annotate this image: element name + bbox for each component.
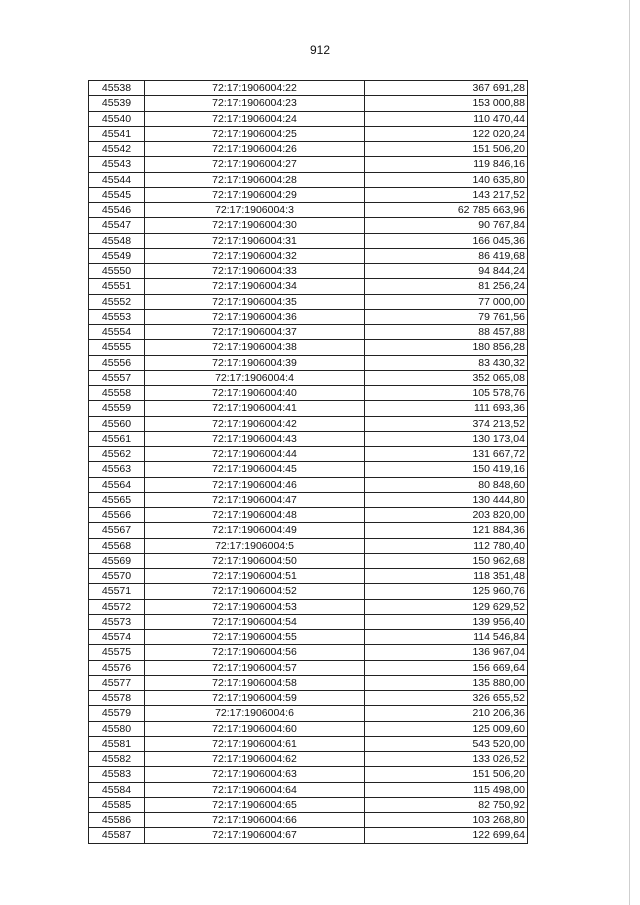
cadastral-number-cell: 72:17:1906004:55	[145, 630, 365, 645]
table-row	[89, 340, 528, 355]
cadastral-number-cell: 72:17:1906004:66	[145, 813, 365, 828]
row-number-cell: 45571	[89, 584, 145, 599]
table-row	[89, 538, 528, 553]
table-row	[89, 172, 528, 187]
row-number-cell: 45548	[89, 233, 145, 248]
cadastral-number-cell: 72:17:1906004:44	[145, 447, 365, 462]
table-row	[89, 431, 528, 446]
cadastral-value-cell: 151 506,20	[365, 767, 528, 782]
cadastral-number-cell: 72:17:1906004:47	[145, 492, 365, 507]
row-number-cell: 45572	[89, 599, 145, 614]
table-row	[89, 813, 528, 828]
cadastral-value-cell: 103 268,80	[365, 813, 528, 828]
table-row	[89, 492, 528, 507]
cadastral-number-cell: 72:17:1906004:65	[145, 797, 365, 812]
row-number-cell: 45580	[89, 721, 145, 736]
row-number-cell: 45584	[89, 782, 145, 797]
cadastral-value-cell: 118 351,48	[365, 569, 528, 584]
row-number-cell: 45551	[89, 279, 145, 294]
row-number-cell: 45555	[89, 340, 145, 355]
table-row	[89, 401, 528, 416]
cadastral-number-cell: 72:17:1906004:23	[145, 96, 365, 111]
table-row	[89, 462, 528, 477]
table-row	[89, 645, 528, 660]
row-number-cell: 45581	[89, 736, 145, 751]
table-row	[89, 706, 528, 721]
cadastral-number-cell: 72:17:1906004:49	[145, 523, 365, 538]
cadastral-value-cell: 130 444,80	[365, 492, 528, 507]
cadastral-value-cell: 156 669,64	[365, 660, 528, 675]
cadastral-number-cell: 72:17:1906004:57	[145, 660, 365, 675]
cadastral-value-cell: 125 960,76	[365, 584, 528, 599]
cadastral-value-cell: 110 470,44	[365, 111, 528, 126]
cadastral-value-cell: 135 880,00	[365, 675, 528, 690]
cadastral-number-cell: 72:17:1906004:3	[145, 203, 365, 218]
row-number-cell: 45569	[89, 553, 145, 568]
table-row	[89, 264, 528, 279]
cadastral-value-cell: 153 000,88	[365, 96, 528, 111]
cadastral-number-cell: 72:17:1906004:52	[145, 584, 365, 599]
row-number-cell: 45556	[89, 355, 145, 370]
cadastral-number-cell: 72:17:1906004:59	[145, 691, 365, 706]
cadastral-value-cell: 86 419,68	[365, 248, 528, 263]
cadastral-number-cell: 72:17:1906004:53	[145, 599, 365, 614]
cadastral-number-cell: 72:17:1906004:51	[145, 569, 365, 584]
table-row	[89, 660, 528, 675]
cadastral-number-cell: 72:17:1906004:33	[145, 264, 365, 279]
cadastral-number-cell: 72:17:1906004:6	[145, 706, 365, 721]
cadastral-value-cell: 133 026,52	[365, 752, 528, 767]
table-row	[89, 782, 528, 797]
row-number-cell: 45563	[89, 462, 145, 477]
cadastral-number-cell: 72:17:1906004:25	[145, 126, 365, 141]
cadastral-number-cell: 72:17:1906004:60	[145, 721, 365, 736]
cadastral-number-cell: 72:17:1906004:36	[145, 309, 365, 324]
row-number-cell: 45559	[89, 401, 145, 416]
cadastral-value-cell: 203 820,00	[365, 508, 528, 523]
table-row	[89, 81, 528, 96]
cadastral-number-cell: 72:17:1906004:29	[145, 187, 365, 202]
cadastral-number-cell: 72:17:1906004:56	[145, 645, 365, 660]
cadastral-number-cell: 72:17:1906004:34	[145, 279, 365, 294]
cadastral-value-cell: 88 457,88	[365, 325, 528, 340]
cadastral-number-cell: 72:17:1906004:54	[145, 614, 365, 629]
table-row	[89, 126, 528, 141]
scan-edge-line	[629, 0, 630, 905]
cadastral-value-cell: 131 667,72	[365, 447, 528, 462]
cadastral-value-cell: 79 761,56	[365, 309, 528, 324]
cadastral-number-cell: 72:17:1906004:28	[145, 172, 365, 187]
cadastral-number-cell: 72:17:1906004:4	[145, 370, 365, 385]
table-body	[89, 81, 528, 844]
row-number-cell: 45565	[89, 492, 145, 507]
cadastral-number-cell: 72:17:1906004:40	[145, 386, 365, 401]
cadastral-number-cell: 72:17:1906004:31	[145, 233, 365, 248]
row-number-cell: 45541	[89, 126, 145, 141]
row-number-cell: 45562	[89, 447, 145, 462]
cadastral-value-cell: 129 629,52	[365, 599, 528, 614]
table-row	[89, 96, 528, 111]
cadastral-number-cell: 72:17:1906004:46	[145, 477, 365, 492]
table-row	[89, 767, 528, 782]
cadastral-number-cell: 72:17:1906004:50	[145, 553, 365, 568]
table-row	[89, 721, 528, 736]
table-row	[89, 325, 528, 340]
row-number-cell: 45561	[89, 431, 145, 446]
cadastral-value-cell: 111 693,36	[365, 401, 528, 416]
cadastral-number-cell: 72:17:1906004:26	[145, 142, 365, 157]
cadastral-value-cell: 150 962,68	[365, 553, 528, 568]
row-number-cell: 45540	[89, 111, 145, 126]
cadastral-value-cell: 143 217,52	[365, 187, 528, 202]
row-number-cell: 45557	[89, 370, 145, 385]
row-number-cell: 45582	[89, 752, 145, 767]
table-row	[89, 523, 528, 538]
table-row	[89, 386, 528, 401]
table-row	[89, 553, 528, 568]
table-row	[89, 797, 528, 812]
row-number-cell: 45553	[89, 309, 145, 324]
cadastral-number-cell: 72:17:1906004:37	[145, 325, 365, 340]
cadastral-value-cell: 112 780,40	[365, 538, 528, 553]
cadastral-value-cell: 122 699,64	[365, 828, 528, 843]
table-row	[89, 142, 528, 157]
table-row	[89, 599, 528, 614]
row-number-cell: 45567	[89, 523, 145, 538]
table-row	[89, 279, 528, 294]
cadastral-value-cell: 326 655,52	[365, 691, 528, 706]
row-number-cell: 45585	[89, 797, 145, 812]
table-row	[89, 218, 528, 233]
row-number-cell: 45544	[89, 172, 145, 187]
table-row	[89, 233, 528, 248]
cadastral-value-cell: 62 785 663,96	[365, 203, 528, 218]
table-row	[89, 416, 528, 431]
cadastral-number-cell: 72:17:1906004:32	[145, 248, 365, 263]
cadastral-value-cell: 119 846,16	[365, 157, 528, 172]
row-number-cell: 45566	[89, 508, 145, 523]
row-number-cell: 45558	[89, 386, 145, 401]
table-row	[89, 248, 528, 263]
row-number-cell: 45554	[89, 325, 145, 340]
cadastral-value-cell: 115 498,00	[365, 782, 528, 797]
cadastral-number-cell: 72:17:1906004:22	[145, 81, 365, 96]
row-number-cell: 45560	[89, 416, 145, 431]
table-row	[89, 370, 528, 385]
cadastral-value-cell: 82 750,92	[365, 797, 528, 812]
row-number-cell: 45575	[89, 645, 145, 660]
cadastral-number-cell: 72:17:1906004:38	[145, 340, 365, 355]
cadastral-value-cell: 166 045,36	[365, 233, 528, 248]
table-row	[89, 355, 528, 370]
cadastral-value-cell: 77 000,00	[365, 294, 528, 309]
cadastral-value-cell: 140 635,80	[365, 172, 528, 187]
table-row	[89, 675, 528, 690]
row-number-cell: 45568	[89, 538, 145, 553]
cadastral-value-cell: 352 065,08	[365, 370, 528, 385]
cadastral-value-cell: 80 848,60	[365, 477, 528, 492]
cadastral-value-cell: 374 213,52	[365, 416, 528, 431]
cadastral-number-cell: 72:17:1906004:39	[145, 355, 365, 370]
table-row	[89, 508, 528, 523]
cadastral-number-cell: 72:17:1906004:43	[145, 431, 365, 446]
table-row	[89, 584, 528, 599]
row-number-cell: 45587	[89, 828, 145, 843]
table-row	[89, 736, 528, 751]
cadastral-value-cell: 94 844,24	[365, 264, 528, 279]
cadastral-value-cell: 105 578,76	[365, 386, 528, 401]
table-row	[89, 111, 528, 126]
table-row	[89, 309, 528, 324]
row-number-cell: 45547	[89, 218, 145, 233]
cadastral-number-cell: 72:17:1906004:35	[145, 294, 365, 309]
row-number-cell: 45576	[89, 660, 145, 675]
row-number-cell: 45543	[89, 157, 145, 172]
cadastral-number-cell: 72:17:1906004:45	[145, 462, 365, 477]
row-number-cell: 45570	[89, 569, 145, 584]
cadastral-number-cell: 72:17:1906004:61	[145, 736, 365, 751]
cadastral-value-table	[88, 80, 528, 844]
cadastral-value-cell: 90 767,84	[365, 218, 528, 233]
table-row	[89, 447, 528, 462]
row-number-cell: 45546	[89, 203, 145, 218]
row-number-cell: 45573	[89, 614, 145, 629]
row-number-cell: 45545	[89, 187, 145, 202]
cadastral-number-cell: 72:17:1906004:62	[145, 752, 365, 767]
table-row	[89, 187, 528, 202]
table-row	[89, 157, 528, 172]
cadastral-number-cell: 72:17:1906004:67	[145, 828, 365, 843]
cadastral-number-cell: 72:17:1906004:5	[145, 538, 365, 553]
table-row	[89, 294, 528, 309]
cadastral-number-cell: 72:17:1906004:27	[145, 157, 365, 172]
cadastral-number-cell: 72:17:1906004:63	[145, 767, 365, 782]
table-row	[89, 691, 528, 706]
page-number: 912	[309, 43, 331, 57]
cadastral-value-cell: 121 884,36	[365, 523, 528, 538]
cadastral-number-cell: 72:17:1906004:48	[145, 508, 365, 523]
cadastral-number-cell: 72:17:1906004:42	[145, 416, 365, 431]
cadastral-value-cell: 210 206,36	[365, 706, 528, 721]
row-number-cell: 45574	[89, 630, 145, 645]
row-number-cell: 45564	[89, 477, 145, 492]
row-number-cell: 45550	[89, 264, 145, 279]
row-number-cell: 45538	[89, 81, 145, 96]
cadastral-value-cell: 122 020,24	[365, 126, 528, 141]
row-number-cell: 45583	[89, 767, 145, 782]
cadastral-number-cell: 72:17:1906004:30	[145, 218, 365, 233]
cadastral-number-cell: 72:17:1906004:24	[145, 111, 365, 126]
cadastral-value-cell: 81 256,24	[365, 279, 528, 294]
table-row	[89, 477, 528, 492]
row-number-cell: 45549	[89, 248, 145, 263]
cadastral-value-cell: 83 430,32	[365, 355, 528, 370]
cadastral-value-cell: 136 967,04	[365, 645, 528, 660]
table-row	[89, 630, 528, 645]
cadastral-value-cell: 130 173,04	[365, 431, 528, 446]
table-row	[89, 569, 528, 584]
cadastral-value-cell: 180 856,28	[365, 340, 528, 355]
row-number-cell: 45579	[89, 706, 145, 721]
cadastral-number-cell: 72:17:1906004:64	[145, 782, 365, 797]
cadastral-number-cell: 72:17:1906004:41	[145, 401, 365, 416]
cadastral-number-cell: 72:17:1906004:58	[145, 675, 365, 690]
row-number-cell: 45552	[89, 294, 145, 309]
row-number-cell: 45539	[89, 96, 145, 111]
table-row	[89, 752, 528, 767]
cadastral-value-cell: 114 546,84	[365, 630, 528, 645]
cadastral-value-cell: 150 419,16	[365, 462, 528, 477]
row-number-cell: 45577	[89, 675, 145, 690]
table-row	[89, 203, 528, 218]
table-row	[89, 614, 528, 629]
cadastral-value-cell: 125 009,60	[365, 721, 528, 736]
table-row	[89, 828, 528, 843]
cadastral-value-cell: 367 691,28	[365, 81, 528, 96]
row-number-cell: 45578	[89, 691, 145, 706]
row-number-cell: 45542	[89, 142, 145, 157]
cadastral-value-cell: 543 520,00	[365, 736, 528, 751]
row-number-cell: 45586	[89, 813, 145, 828]
cadastral-value-cell: 151 506,20	[365, 142, 528, 157]
cadastral-value-cell: 139 956,40	[365, 614, 528, 629]
